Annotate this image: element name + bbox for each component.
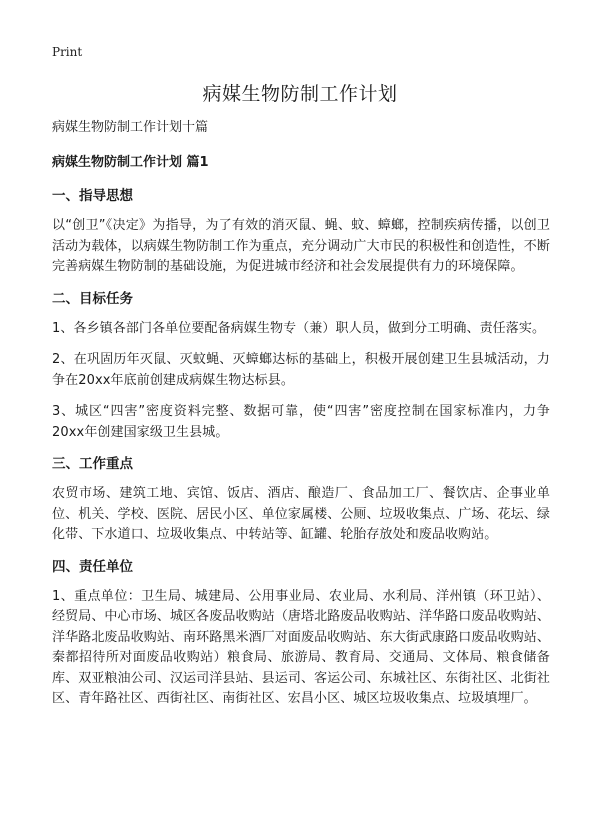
section-heading: 三、工作重点 [52, 456, 133, 472]
section-heading: 四、责任单位 [52, 558, 133, 575]
section-paragraph: 2、在巩固历年灭鼠、灭蚊蝇、灭蟑螂达标的基础上，积极开展创建卫生县城活动，力争在20xx年底前创建成病媒生物达标县。 [52, 352, 550, 388]
section-paragraph: 3、城区“四害”密度资料完整、数据可靠，使“四害”密度控制在国家标准内，力争20xx年创建国家级卫生县城。 [52, 404, 550, 440]
document-subtitle: 病媒生物防制工作计划十篇 [52, 120, 209, 135]
section-heading: 二、目标任务 [52, 290, 133, 307]
section-paragraph: 1、各乡镇各部门各单位要配备病媒生物专（兼）职人员，做到分工明确、责任落实。 [52, 320, 546, 336]
document-body [52, 118, 550, 721]
section-heading: 一、指导思想 [52, 188, 133, 204]
document-title: 病媒生物防制工作计划 [202, 83, 398, 105]
section-paragraph: 农贸市场、建筑工地、宾馆、饭店、酒店、酿造厂、食品加工厂、餐饮店、企事业单位、机关、学校、医院、居民小区、单位家属楼、公厕、垃圾收集点、广场、花坛、绿化带、下水道口、垃圾收集点、中转站等、缸罐、轮胎存放处和废品收购站。 [52, 486, 550, 542]
section-guiding-principle [52, 186, 550, 278]
section-paragraph: 1、重点单位：卫生局、城建局、公用事业局、农业局、水利局、洋州镇（环卫站）、经贸局、中心市场、城区各废品收购站（唐塔北路废品收购站、洋华路口废品收购站、洋华路北废品收购站、南环路黑米酒厂对面废品收购站、东大街武康路口废品收购站、秦都招待所对面废品收购站）粮食局、旅游局、教育局、交通局、文体局、粮食储备库、双亚粮油公司、汉运司洋县站、县运司、客运公司、东城社区、东街社区、北街社区、青年路社区、西街社区、南街社区、宏昌小区、城区垃圾收集点、垃圾填埋厂。 [52, 588, 550, 706]
section-responsible-units [52, 557, 550, 710]
print-link[interactable]: Print [52, 45, 83, 59]
section-goals [52, 289, 550, 444]
article-title: 病媒生物防制工作计划 篇1 [52, 155, 209, 170]
section-focus [52, 454, 550, 546]
section-paragraph: 以“创卫”《决定》为指导，为了有效的消灭鼠、蝇、蚊、蟑螂，控制疾病传播，以创卫活动为载体，以病媒生物防制工作为重点，充分调动广大市民的积极性和创造性，不断完善病媒生物防制的基础设施，为促进城市经济和社会发展提供有力的环境保障。 [52, 218, 550, 274]
